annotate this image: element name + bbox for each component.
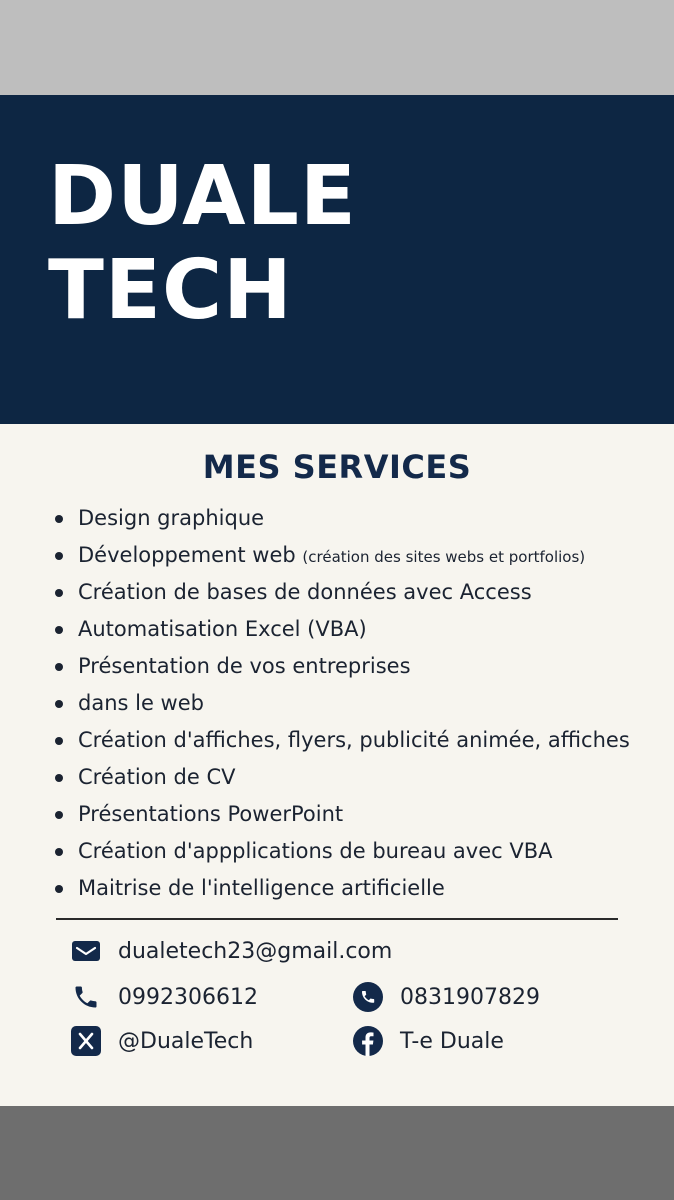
services-title: MES SERVICES xyxy=(202,448,472,486)
x-logo-icon xyxy=(70,1025,102,1057)
service-item xyxy=(52,833,652,870)
bullet-icon xyxy=(55,737,63,745)
phone-1-text[interactable]: 0992306612 xyxy=(118,984,258,1010)
mail-icon xyxy=(70,935,102,967)
phone-circle-icon xyxy=(352,981,384,1013)
service-item xyxy=(52,648,652,685)
contact-twitter[interactable] xyxy=(70,1025,253,1057)
bottom-gray-band xyxy=(0,1106,674,1200)
brand-title xyxy=(48,150,357,338)
brand-line-2: TECH xyxy=(48,243,293,338)
services-list xyxy=(52,500,652,907)
service-label: Création de CV xyxy=(78,765,236,789)
service-item xyxy=(52,870,652,907)
bullet-icon xyxy=(55,552,63,560)
service-label: Création d'affiches, flyers, publicité animée, affiches xyxy=(78,728,630,752)
bullet-icon xyxy=(55,626,63,634)
divider xyxy=(56,918,618,920)
service-label: Maitrise de l'intelligence artificielle xyxy=(78,876,445,900)
service-item xyxy=(52,685,652,722)
bullet-icon xyxy=(55,885,63,893)
service-item xyxy=(52,796,652,833)
phone-2-text[interactable]: 0831907829 xyxy=(400,984,540,1010)
phone-icon xyxy=(70,981,102,1013)
bullet-icon xyxy=(55,700,63,708)
facebook-name[interactable]: T-e Duale xyxy=(400,1028,504,1054)
service-label: Design graphique xyxy=(78,506,265,530)
email-text[interactable]: dualetech23@gmail.com xyxy=(118,938,393,964)
top-gray-band xyxy=(0,0,674,95)
brand-line-1: DUALE xyxy=(48,149,357,244)
service-item xyxy=(52,611,652,648)
bullet-icon xyxy=(55,663,63,671)
bullet-icon xyxy=(55,848,63,856)
service-label: Création de bases de données avec Access xyxy=(78,580,532,604)
facebook-icon xyxy=(352,1025,384,1057)
service-item xyxy=(52,759,652,796)
service-label: Présentations PowerPoint xyxy=(78,802,344,826)
service-label: Création d'appplications de bureau avec VBA xyxy=(78,839,553,863)
bullet-icon xyxy=(55,589,63,597)
service-item xyxy=(52,574,652,611)
contact-email[interactable] xyxy=(70,935,392,967)
service-item xyxy=(52,722,652,759)
service-item xyxy=(52,500,652,537)
service-label: dans le web xyxy=(78,691,204,715)
contact-phone-2[interactable] xyxy=(352,981,540,1013)
service-label: Automatisation Excel (VBA) xyxy=(78,617,367,641)
bullet-icon xyxy=(55,774,63,782)
bullet-icon xyxy=(55,811,63,819)
bullet-icon xyxy=(55,515,63,523)
contact-facebook[interactable] xyxy=(352,1025,504,1057)
service-item xyxy=(52,537,652,574)
twitter-handle[interactable]: @DualeTech xyxy=(118,1028,254,1054)
contact-phone-1[interactable] xyxy=(70,981,258,1013)
service-label: Présentation de vos entreprises xyxy=(78,654,411,678)
service-label: Développement web xyxy=(78,543,303,567)
service-note: (création des sites webs et portfolios) xyxy=(302,548,586,566)
